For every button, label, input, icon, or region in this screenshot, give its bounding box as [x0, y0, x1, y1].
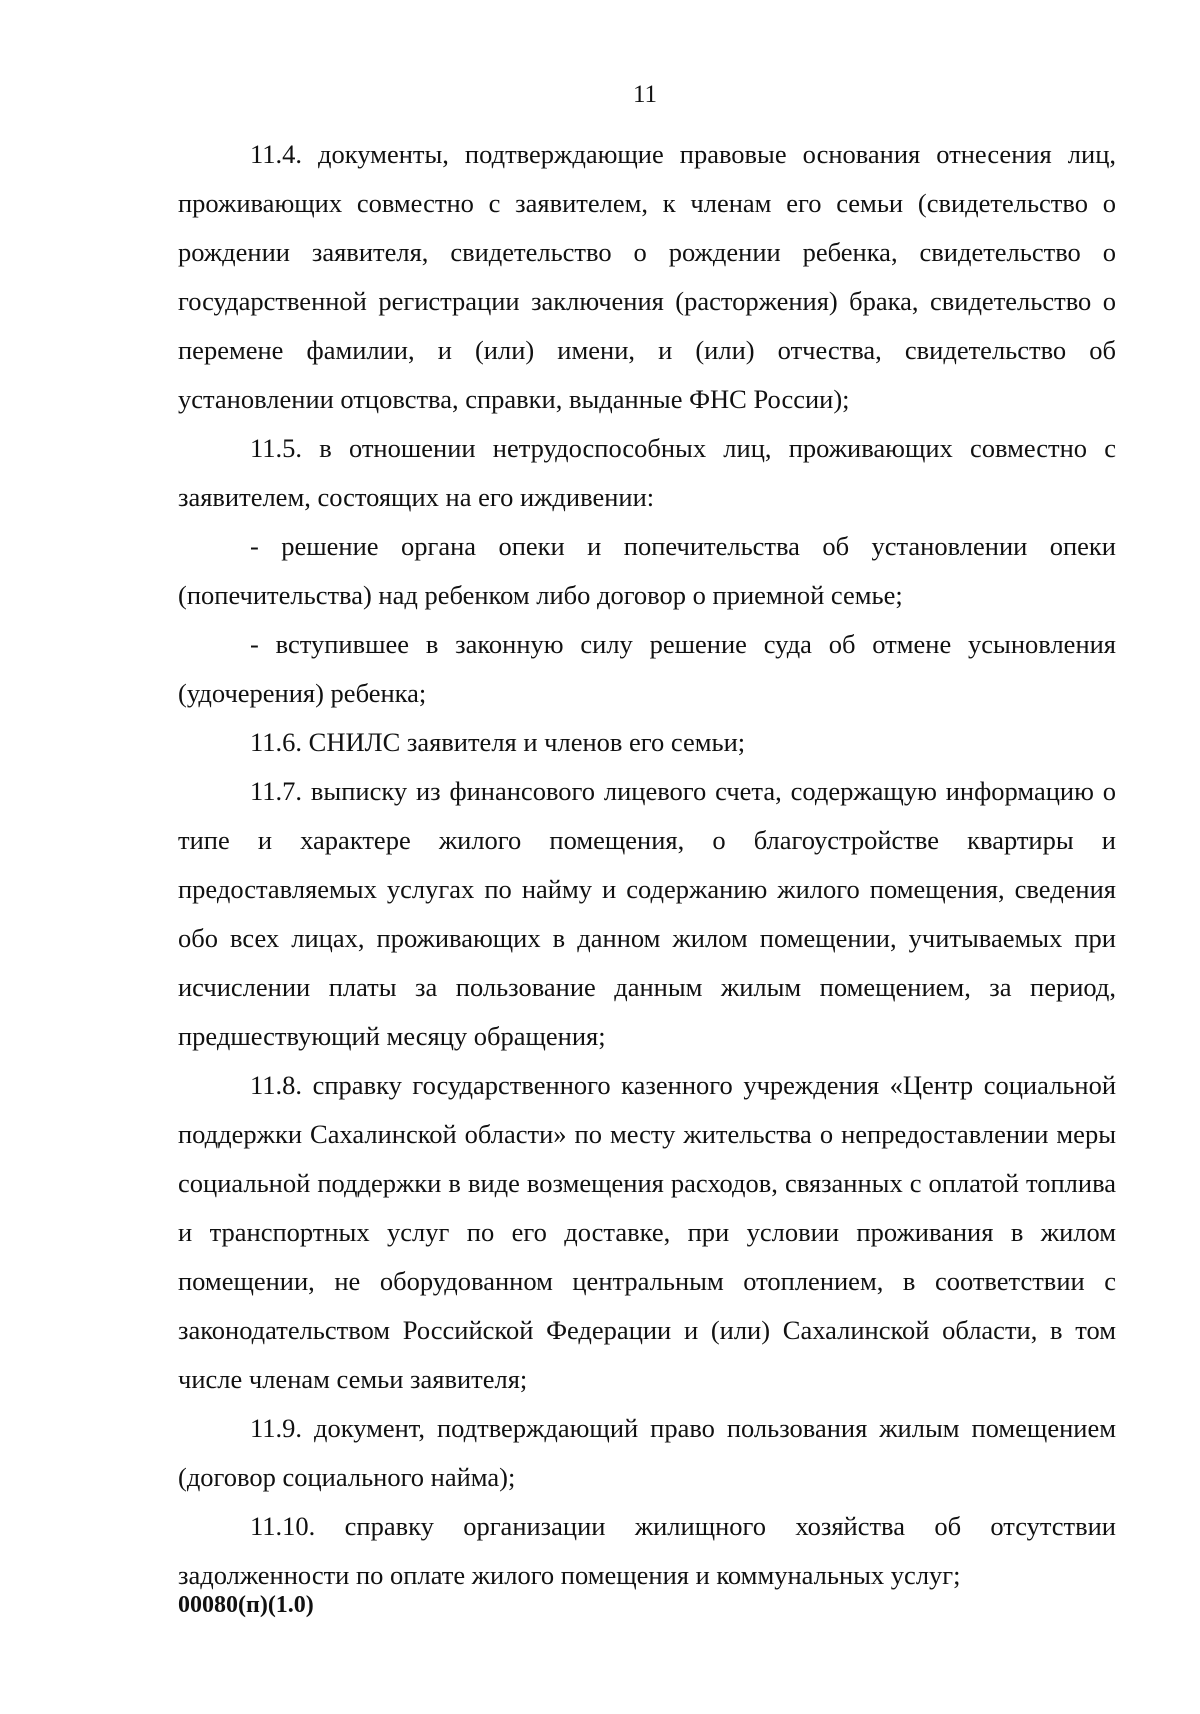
- paragraph-11-10: 11.10. справку организации жилищного хозяйства об отсутствии задолженности по оплате жилого помещения и коммунальных услуг;: [178, 1511, 1116, 1590]
- document-body: [178, 130, 1116, 1600]
- paragraph-11-7: 11.7. выписку из финансового лицевого счета, содержащую информацию о типе и характере жилого помещения, о благоустройстве квартиры и предоставляемых услугах по найму и содержанию жилого помещения, сведения обо всех лицах, проживающих в данном жилом помещении, учитываемых при исчислении платы за пользование данным жилым помещением, за период, предшествующий месяцу обращения;: [178, 776, 1116, 1051]
- paragraph-11-6: 11.6. СНИЛС заявителя и членов его семьи;: [250, 727, 746, 757]
- paragraph-guardianship-decision: - решение органа опеки и попечительства об установлении опеки (попечительства) над ребенком либо договор о приемной семье;: [178, 531, 1116, 610]
- paragraph-11-4: 11.4. документы, подтверждающие правовые основания отнесения лиц, проживающих совместно с заявителем, к членам его семьи (свидетельство о рождении заявителя, свидетельство о рождении ребенка, свидетельство о государственной регистрации заключения (расторжения) брака, свидетельство о перемене фамилии, и (или) имени, и (или) отчества, свидетельство об установлении отцовства, справки, выданные ФНС России);: [178, 139, 1116, 414]
- paragraph-11-8: 11.8. справку государственного казенного учреждения «Центр социальной поддержки Сахалинской области» по месту жительства о непредоставлении меры социальной поддержки в виде возмещения расходов, связанных с оплатой топлива и транспортных услуг по его доставке, при условии проживания в жилом помещении, не оборудованном центральным отоплением, в соответствии с законодательством Российской Федерации и (или) Сахалинской области, в том числе членам семьи заявителя;: [178, 1070, 1116, 1394]
- page-number: 11: [632, 81, 658, 108]
- paragraph-11-9: 11.9. документ, подтверждающий право пользования жилым помещением (договор социального найма);: [178, 1413, 1116, 1492]
- paragraph-11-5: 11.5. в отношении нетрудоспособных лиц, проживающих совместно с заявителем, состоящих на его иждивении:: [178, 433, 1116, 512]
- document-code: 00080(п)(1.0): [178, 1592, 314, 1618]
- paragraph-court-decision: - вступившее в законную силу решение суда об отмене усыновления (удочерения) ребенка;: [178, 629, 1116, 708]
